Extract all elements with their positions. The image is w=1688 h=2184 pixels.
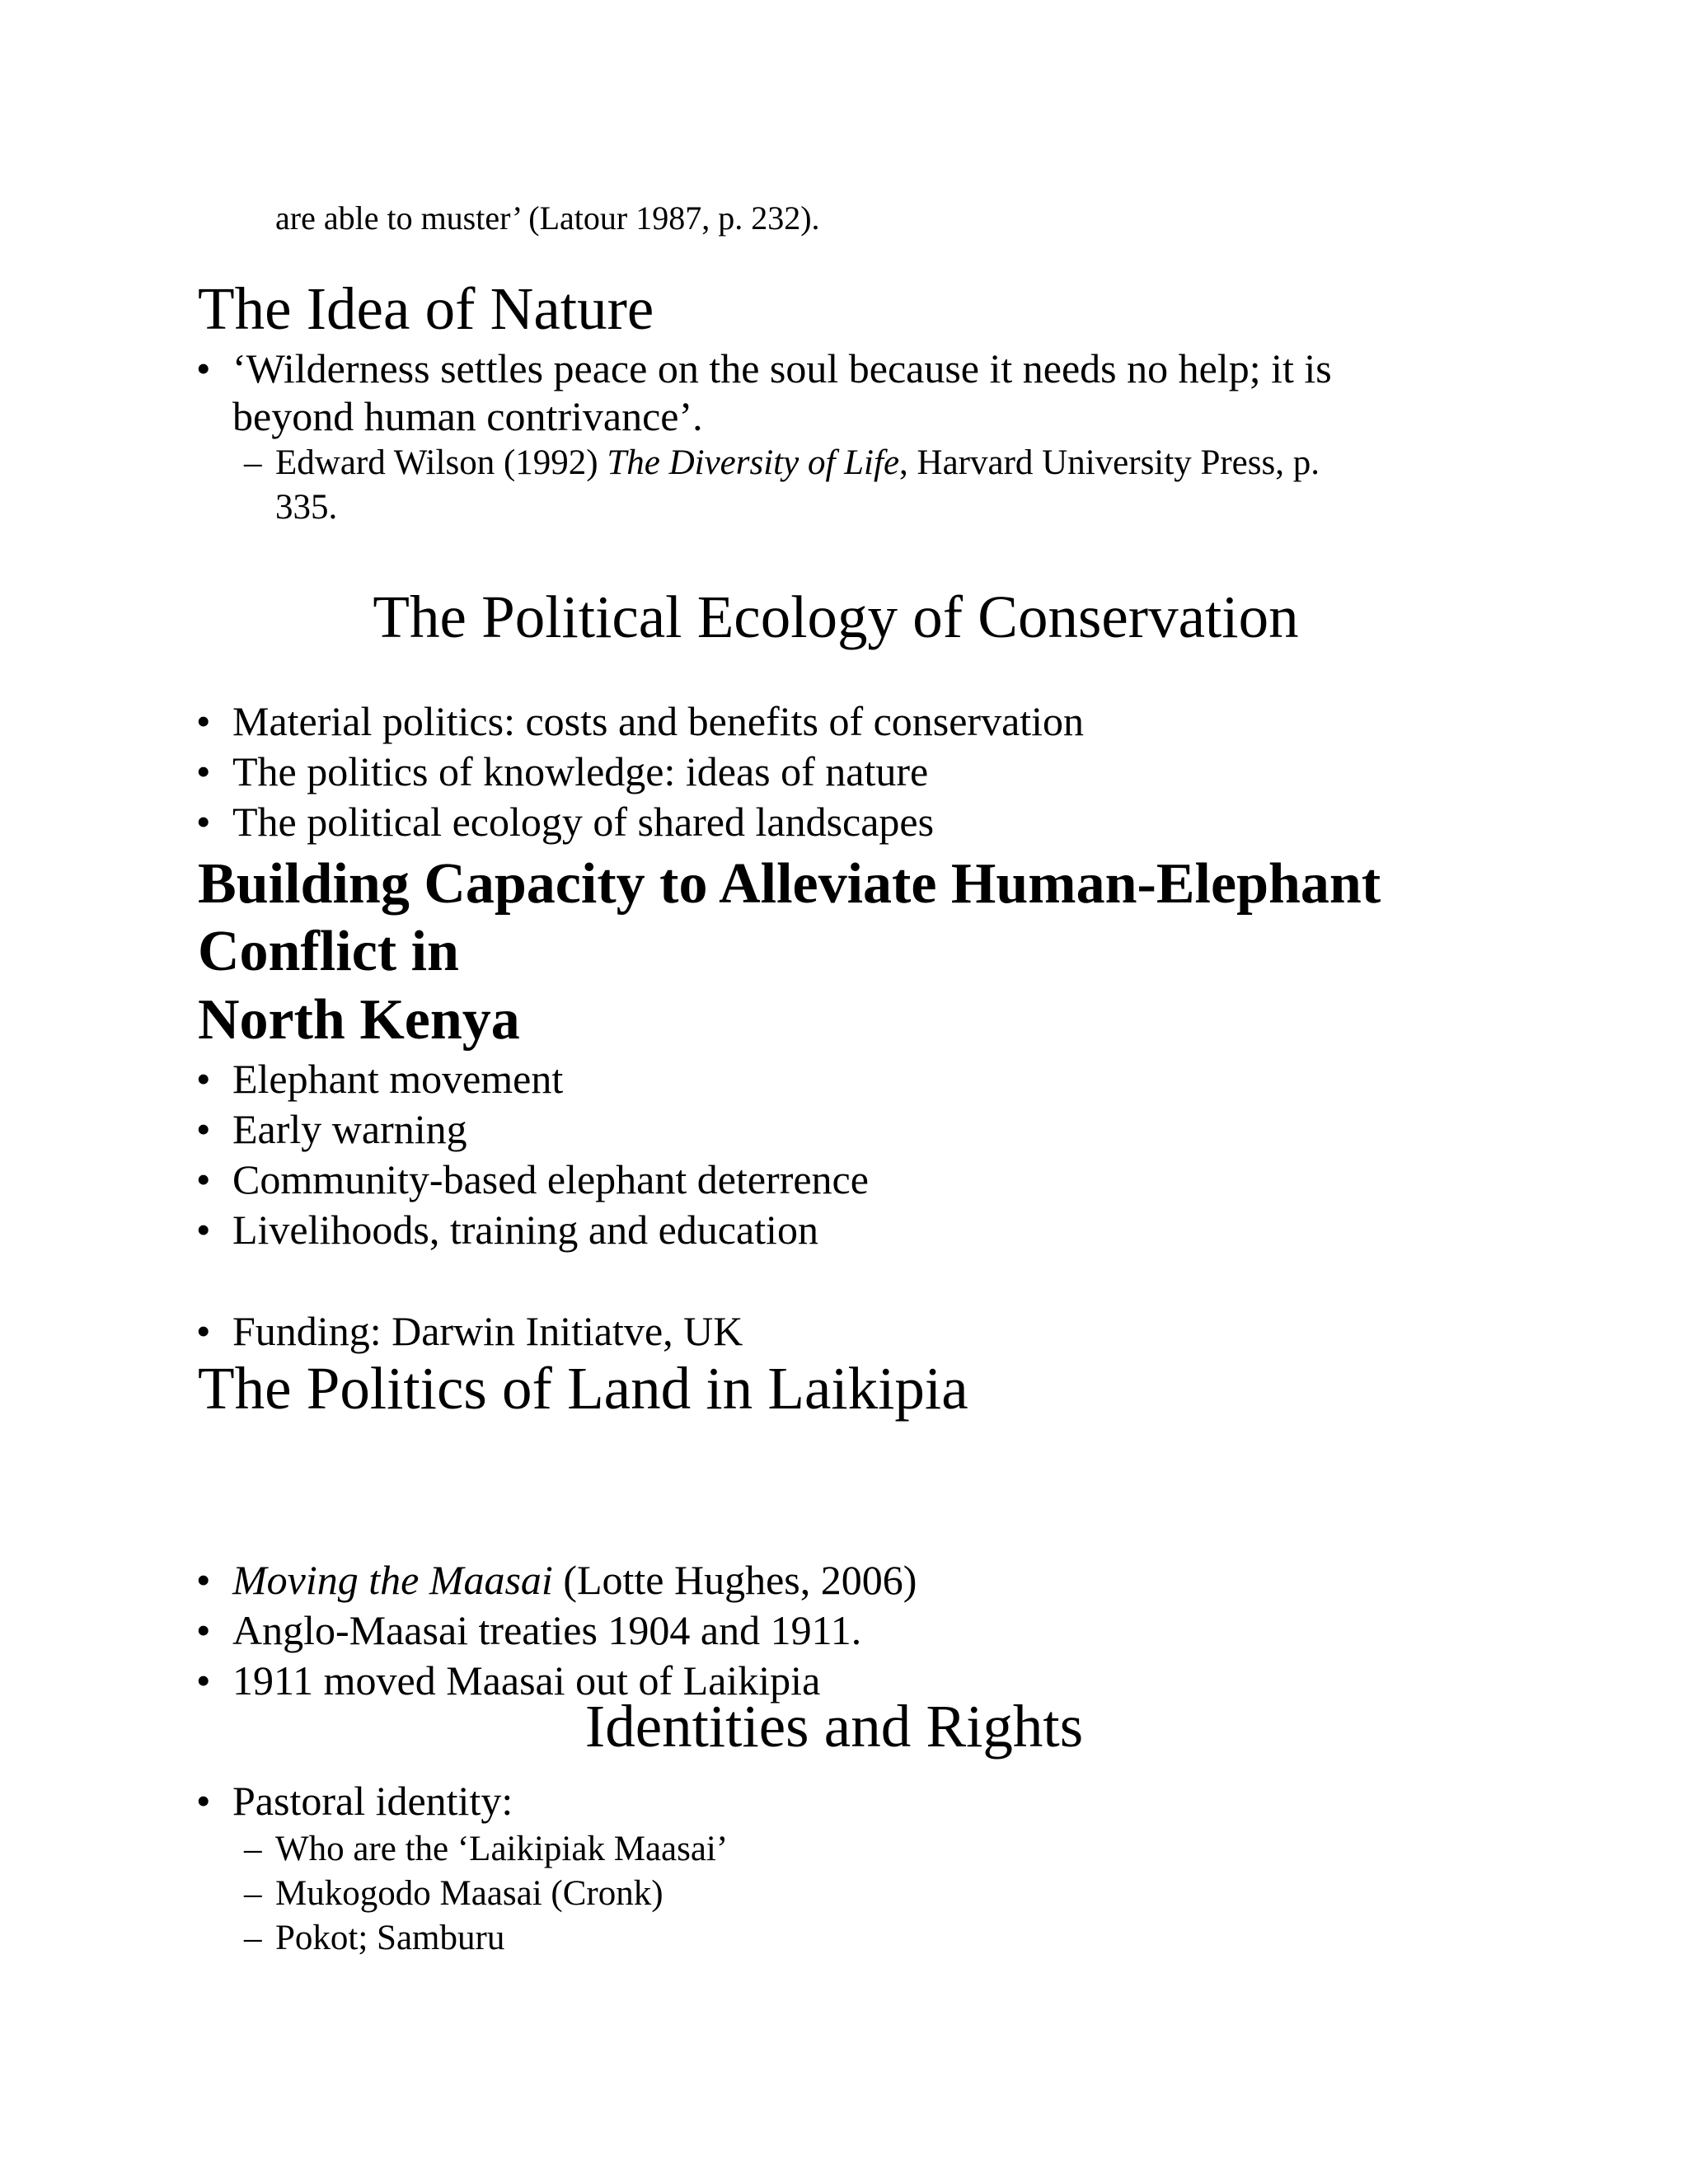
list-item: Livelihoods, training and education bbox=[232, 1207, 818, 1253]
sub-list-item: Who are the ‘Laikipiak Maasai’ bbox=[275, 1830, 729, 1868]
bullet-icon: • bbox=[196, 1207, 211, 1253]
bullet-icon: • bbox=[196, 345, 211, 391]
wilson-citation-line2: 335. bbox=[275, 488, 338, 527]
bullet-icon: • bbox=[196, 1557, 211, 1603]
dash-icon: – bbox=[244, 443, 262, 482]
heading-identities-rights: Identities and Rights bbox=[584, 1693, 1084, 1760]
bullet-icon: • bbox=[196, 1607, 211, 1653]
quote-fragment: are able to muster’ (Latour 1987, p. 232). bbox=[275, 199, 820, 237]
heading-building-capacity-line2: Conflict in bbox=[198, 920, 459, 983]
list-item: The politics of knowledge: ideas of nature bbox=[232, 748, 929, 794]
bullet-icon: • bbox=[196, 1156, 211, 1202]
list-item: Elephant movement bbox=[232, 1056, 564, 1102]
dash-icon: – bbox=[244, 1919, 262, 1957]
heading-politics-of-land: The Politics of Land in Laikipia bbox=[198, 1355, 968, 1422]
dash-icon: – bbox=[244, 1830, 262, 1868]
funding-item: Funding: Darwin Initiatve, UK bbox=[232, 1308, 743, 1354]
wilson-quote-line2: beyond human contrivance’. bbox=[232, 393, 703, 439]
bullet-icon: • bbox=[196, 799, 211, 845]
bullet-icon: • bbox=[196, 1106, 211, 1152]
bullet-icon: • bbox=[196, 1778, 211, 1824]
list-item: Early warning bbox=[232, 1106, 467, 1152]
heading-building-capacity-line1: Building Capacity to Alleviate Human-Elephant bbox=[198, 852, 1381, 916]
bullet-icon: • bbox=[196, 1308, 211, 1354]
list-item: Anglo-Maasai treaties 1904 and 1911. bbox=[232, 1607, 862, 1653]
bullet-icon: • bbox=[196, 748, 211, 794]
dash-icon: – bbox=[244, 1874, 262, 1913]
wilson-citation: Edward Wilson (1992) The Diversity of Life, Harvard University Press, p. bbox=[275, 443, 1320, 482]
list-item: Pastoral identity: bbox=[232, 1778, 513, 1824]
heading-idea-of-nature: The Idea of Nature bbox=[198, 275, 654, 342]
list-item: Material politics: costs and benefits of conservation bbox=[232, 698, 1085, 744]
list-item: Community-based elephant deterrence bbox=[232, 1156, 869, 1202]
sub-list-item: Mukogodo Maasai (Cronk) bbox=[275, 1874, 663, 1913]
bullet-icon: • bbox=[196, 1056, 211, 1102]
heading-political-ecology: The Political Ecology of Conservation bbox=[373, 583, 1299, 650]
sub-list-item: Pokot; Samburu bbox=[275, 1919, 505, 1957]
heading-building-capacity-line3: North Kenya bbox=[198, 988, 520, 1052]
list-item: 1911 moved Maasai out of Laikipia bbox=[232, 1657, 821, 1704]
bullet-icon: • bbox=[196, 1657, 211, 1704]
wilson-quote-line1: ‘Wilderness settles peace on the soul because it needs no help; it is bbox=[232, 345, 1332, 391]
list-item: The political ecology of shared landscapes bbox=[232, 799, 935, 845]
list-item: Moving the Maasai (Lotte Hughes, 2006) bbox=[232, 1557, 917, 1603]
bullet-icon: • bbox=[196, 698, 211, 744]
